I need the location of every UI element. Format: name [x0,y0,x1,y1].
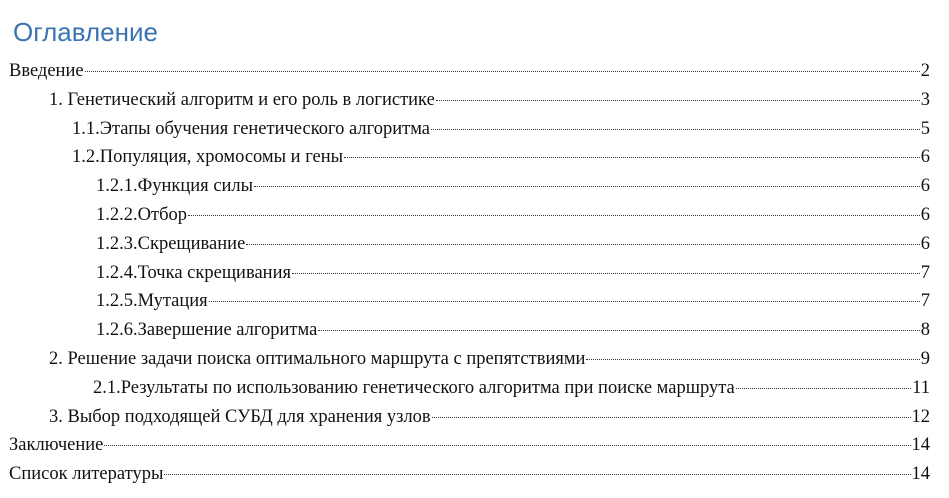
toc-entry-section-1-2-6[interactable] [0,316,949,345]
toc-dot-leader [254,186,920,187]
toc-entry-title: 3. Выбор подходящей СУБД для хранения узлов [49,406,431,427]
toc-page-number: 14 [911,464,930,485]
toc-page-number: 3 [920,89,930,110]
toc-dot-leader [292,273,920,274]
toc-dot-leader [432,417,911,418]
toc-entry-title: 1.2.5.Мутация [96,291,208,312]
toc-entry-title: 1.1.Этапы обучения генетического алгоритма [72,118,431,139]
toc-entry-title: Заключение [9,435,104,456]
toc-entry-section-2-1[interactable] [0,374,949,403]
toc-page-number: 9 [920,348,930,369]
toc-entry-title: 1.2.Популяция, хромосомы и гены [72,147,344,168]
toc-entry-title: 1.2.2.Отбор [96,204,187,225]
toc-entry-title: 1.2.6.Завершение алгоритма [96,320,318,341]
toc-page-number: 6 [920,176,930,197]
toc-list [0,57,949,489]
toc-entry-chapter-3[interactable] [0,403,949,432]
toc-page-number: 7 [920,291,930,312]
toc-dot-leader [164,474,910,475]
toc-entry-title: 2.1.Результаты по использованию генетического алгоритма при поиске маршрута [93,377,735,398]
toc-dot-leader [586,359,919,360]
toc-entry-title: 1.2.1.Функция силы [96,176,254,197]
toc-entry-title: 1. Генетический алгоритм и его роль в логистике [49,89,435,110]
toc-entry-section-1-2-4[interactable] [0,259,949,288]
toc-dot-leader [188,215,920,216]
toc-entry-title: 1.2.4.Точка скрещивания [96,262,291,283]
toc-dot-leader [209,301,920,302]
toc-page-number: 8 [920,320,930,341]
toc-dot-leader [318,330,919,331]
toc-entry-chapter-2[interactable] [0,345,949,374]
toc-entry-section-1-2-2[interactable] [0,201,949,230]
toc-dot-leader [344,157,920,158]
toc-entry-title: Введение [9,61,84,81]
toc-page-number: 6 [920,147,930,168]
toc-dot-leader [246,244,919,245]
toc-page-number: 11 [912,377,930,398]
toc-entry-section-1-2-5[interactable] [0,287,949,316]
toc-page-number: 2 [920,61,930,81]
toc-page-number: 6 [920,204,930,225]
toc-entry-section-1-2-3[interactable] [0,230,949,259]
toc-dot-leader [736,388,911,389]
toc-entry-title: 2. Решение задачи поиска оптимального маршрута с препятствиями [49,348,586,369]
toc-entry-references[interactable] [0,460,949,489]
toc-entry-section-1-1[interactable] [0,115,949,144]
toc-page-number: 12 [911,406,930,427]
toc-heading: Оглавление [13,17,158,47]
toc-dot-leader [104,445,910,446]
toc-entry-chapter-1[interactable] [0,86,949,115]
toc-page-number: 6 [920,233,930,254]
toc-entry-title: Список литературы [9,464,164,485]
toc-dot-leader [85,71,920,72]
toc-entry-section-1-2-1[interactable] [0,172,949,201]
toc-dot-leader [431,129,920,130]
toc-page-number: 5 [920,118,930,139]
toc-entry-introduction[interactable] [0,57,949,86]
toc-dot-leader [436,100,920,101]
toc-entry-conclusion[interactable] [0,431,949,460]
toc-entry-section-1-2[interactable] [0,143,949,172]
toc-page-number: 14 [911,435,930,456]
toc-entry-title: 1.2.3.Скрещивание [96,233,246,254]
toc-page-number: 7 [920,262,930,283]
